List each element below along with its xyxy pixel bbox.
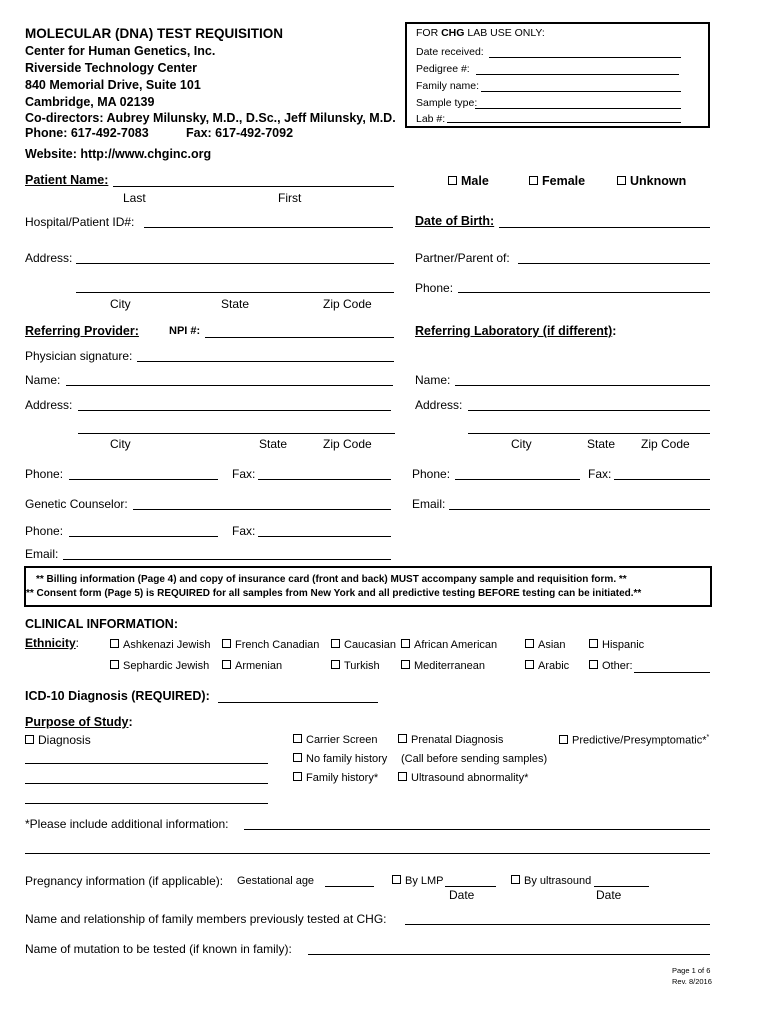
consent-notice: ** Consent form (Page 5) is REQUIRED for all samples from New York and all predictive testing BEFORE testing can be initiated.** — [26, 588, 642, 599]
diagnosis-line-2[interactable] — [25, 783, 268, 784]
patient-state-caption: State — [221, 297, 250, 311]
provider-name-field[interactable] — [66, 385, 393, 386]
lab-phone-field[interactable] — [455, 479, 580, 480]
partner-label: Partner/Parent of: — [415, 251, 510, 265]
counselor-phone-label: Phone: — [25, 524, 64, 538]
counselor-fax-label: Fax: — [232, 524, 256, 538]
lab-state-caption: State — [587, 437, 616, 451]
ethnicity-asian[interactable]: Asian — [525, 639, 566, 651]
counselor-email-label: Email: — [25, 547, 59, 561]
sex-female-option[interactable]: Female — [529, 174, 585, 188]
lab-email-field[interactable] — [449, 509, 710, 510]
ethnicity-mediterranean[interactable]: Mediterranean — [401, 660, 485, 672]
additional-info-field[interactable] — [244, 829, 710, 830]
provider-phone-label: Phone: — [25, 467, 64, 481]
genetic-counselor-label: Genetic Counselor: — [25, 497, 128, 511]
first-name-caption: First — [278, 191, 302, 205]
lab-name-label: Name: — [415, 373, 451, 387]
provider-name-label: Name: — [25, 373, 61, 387]
sex-unknown-option[interactable]: Unknown — [617, 174, 686, 188]
lab-use-title: FOR CHG LAB USE ONLY: — [416, 27, 545, 39]
lmp-date-field[interactable] — [445, 886, 496, 887]
ultrasound-date-caption: Date — [596, 888, 622, 902]
predictive-checkbox[interactable] — [559, 735, 568, 744]
partner-phone-field[interactable] — [458, 292, 710, 293]
org-address-1: Riverside Technology Center — [25, 61, 198, 75]
ethnicity-armenian[interactable]: Armenian — [222, 660, 282, 672]
lab-number-label: Lab #: — [416, 113, 446, 125]
patient-address-field[interactable] — [76, 263, 394, 264]
by-ultrasound-checkbox[interactable] — [511, 875, 520, 884]
ultrasound-abnormality-option[interactable]: Ultrasound abnormality* — [398, 772, 528, 784]
purpose-prenatal[interactable]: Prenatal Diagnosis — [398, 734, 503, 746]
ethnicity-sephardic[interactable]: Sephardic Jewish — [110, 660, 209, 672]
counselor-fax-field[interactable] — [258, 536, 391, 537]
purpose-predictive[interactable]: Predictive/Presymptomatic** — [559, 734, 709, 747]
co-directors: Co-directors: Aubrey Milunsky, M.D., D.Sc., Jeff Milunsky, M.D. — [25, 111, 396, 125]
org-address-3: Cambridge, MA 02139 — [25, 95, 155, 109]
turkish-checkbox[interactable] — [331, 660, 340, 669]
provider-address-label: Address: — [25, 398, 73, 412]
provider-fax-label: Fax: — [232, 467, 256, 481]
by-lmp-option[interactable]: By LMP — [392, 875, 444, 887]
hospital-id-field[interactable] — [144, 227, 393, 228]
billing-notice-box — [24, 566, 712, 607]
sex-male-option[interactable]: Male — [448, 174, 489, 188]
provider-zip-caption: Zip Code — [323, 437, 372, 451]
ethnicity-caucasian[interactable]: Caucasian — [331, 639, 396, 651]
female-checkbox[interactable] — [529, 176, 538, 185]
provider-address-field[interactable] — [78, 410, 391, 411]
other-checkbox[interactable] — [589, 660, 598, 669]
referring-lab-label: Referring Laboratory (if different): — [415, 324, 617, 338]
lab-family-name-field[interactable] — [481, 91, 681, 92]
ethnicity-african-american[interactable]: African American — [401, 639, 497, 651]
purpose-carrier-screen[interactable]: Carrier Screen — [293, 734, 378, 746]
patient-address-line2-field[interactable] — [76, 292, 394, 293]
lab-phone-label: Phone: — [412, 467, 451, 481]
diagnosis-checkbox[interactable] — [25, 735, 34, 744]
patient-address-label: Address: — [25, 251, 73, 265]
org-address-2: 840 Memorial Drive, Suite 101 — [25, 78, 201, 92]
lab-zip-caption: Zip Code — [641, 437, 690, 451]
patient-name-field[interactable] — [113, 186, 394, 187]
lab-fax-label: Fax: — [588, 467, 612, 481]
form-title: MOLECULAR (DNA) TEST REQUISITION — [25, 26, 283, 41]
lab-pedigree-label: Pedigree #: — [416, 63, 470, 75]
mutation-label: Name of mutation to be tested (if known in family): — [25, 942, 292, 956]
french-canadian-checkbox[interactable] — [222, 639, 231, 648]
no-family-history-option[interactable]: No family history — [293, 753, 387, 765]
lab-address-field[interactable] — [468, 410, 710, 411]
lab-address-line2-field[interactable] — [468, 433, 710, 434]
lab-date-received-label: Date received: — [416, 46, 484, 58]
counselor-phone-field[interactable] — [69, 536, 218, 537]
purpose-diagnosis[interactable]: Diagnosis — [25, 733, 91, 747]
last-name-caption: Last — [123, 191, 146, 205]
armenian-checkbox[interactable] — [222, 660, 231, 669]
asian-checkbox[interactable] — [525, 639, 534, 648]
partner-field[interactable] — [518, 263, 710, 264]
lab-address-label: Address: — [415, 398, 463, 412]
referring-provider-label: Referring Provider: — [25, 324, 139, 338]
patient-zip-caption: Zip Code — [323, 297, 372, 311]
ethnicity-label: Ethnicity: — [25, 636, 80, 650]
no-family-history-checkbox[interactable] — [293, 753, 302, 762]
ethnicity-arabic[interactable]: Arabic — [525, 660, 569, 672]
patient-name-label: Patient Name: — [25, 173, 109, 187]
diagnosis-line-1[interactable] — [25, 763, 268, 764]
lab-use-box — [405, 22, 710, 128]
revision: Rev. 8/2016 — [672, 977, 712, 986]
dob-label: Date of Birth: — [415, 214, 495, 228]
male-checkbox[interactable] — [448, 176, 457, 185]
caucasian-checkbox[interactable] — [331, 639, 340, 648]
arabic-checkbox[interactable] — [525, 660, 534, 669]
org-name: Center for Human Genetics, Inc. — [25, 44, 216, 58]
ashkenazi-checkbox[interactable] — [110, 639, 119, 648]
billing-notice: ** Billing information (Page 4) and copy of insurance card (front and back) MUST accompany sample and requisition form. ** — [36, 574, 627, 585]
additional-info-label: *Please include additional information: — [25, 817, 229, 831]
lab-sample-type-field[interactable] — [475, 108, 681, 109]
physician-signature-field[interactable] — [137, 361, 394, 362]
pregnancy-info-label: Pregnancy information (if applicable): — [25, 874, 224, 888]
diagnosis-line-3[interactable] — [25, 803, 268, 804]
carrier-screen-checkbox[interactable] — [293, 734, 302, 743]
icd10-label: ICD-10 Diagnosis (REQUIRED): — [25, 689, 210, 703]
ethnicity-french-canadian[interactable]: French Canadian — [222, 639, 319, 651]
page-number: Page 1 of 6 — [672, 966, 711, 975]
purpose-of-study-label: Purpose of Study: — [25, 715, 133, 729]
sephardic-checkbox[interactable] — [110, 660, 119, 669]
family-history-option[interactable]: Family history* — [293, 772, 378, 784]
by-lmp-checkbox[interactable] — [392, 875, 401, 884]
patient-city-caption: City — [110, 297, 131, 311]
org-fax: Fax: 617-492-7092 — [186, 126, 294, 140]
clinical-info-title: CLINICAL INFORMATION: — [25, 617, 178, 631]
family-history-checkbox[interactable] — [293, 772, 302, 781]
family-tested-field[interactable] — [405, 924, 710, 925]
family-tested-label: Name and relationship of family members previously tested at CHG: — [25, 912, 387, 926]
ethnicity-other[interactable]: Other: — [589, 660, 633, 672]
ultrasound-abnormality-checkbox[interactable] — [398, 772, 407, 781]
genetic-counselor-field[interactable] — [133, 509, 391, 510]
physician-signature-label: Physician signature: — [25, 349, 133, 363]
mediterranean-checkbox[interactable] — [401, 660, 410, 669]
npi-label: NPI #: — [169, 325, 201, 337]
npi-field[interactable] — [205, 337, 394, 338]
counselor-email-field[interactable] — [63, 559, 391, 560]
ethnicity-other-field[interactable] — [634, 672, 710, 673]
mutation-field[interactable] — [308, 954, 710, 955]
lab-name-field[interactable] — [455, 385, 710, 386]
lmp-date-caption: Date — [449, 888, 475, 902]
provider-state-caption: State — [259, 437, 288, 451]
provider-phone-field[interactable] — [69, 479, 218, 480]
org-phone: Phone: 617-492-7083 — [25, 126, 149, 140]
ultrasound-date-field[interactable] — [594, 886, 649, 887]
gestational-age-label: Gestational age — [237, 875, 315, 887]
dob-field[interactable] — [499, 227, 710, 228]
icd10-field[interactable] — [218, 702, 378, 703]
org-website: Website: http://www.chginc.org — [25, 147, 212, 161]
provider-city-caption: City — [110, 437, 131, 451]
prenatal-checkbox[interactable] — [398, 734, 407, 743]
lab-number-field[interactable] — [447, 122, 681, 123]
lab-fax-field[interactable] — [614, 479, 710, 480]
provider-address-line2-field[interactable] — [78, 433, 395, 434]
african-american-checkbox[interactable] — [401, 639, 410, 648]
gestational-age-field[interactable] — [325, 886, 374, 887]
lab-city-caption: City — [511, 437, 532, 451]
call-before-note: (Call before sending samples) — [401, 753, 548, 765]
ethnicity-hispanic[interactable]: Hispanic — [589, 639, 644, 651]
lab-date-received-field[interactable] — [489, 57, 681, 58]
hospital-id-label: Hospital/Patient ID#: — [25, 215, 135, 229]
lab-family-name-label: Family name: — [416, 80, 480, 92]
provider-fax-field[interactable] — [258, 479, 391, 480]
ethnicity-turkish[interactable]: Turkish — [331, 660, 380, 672]
partner-phone-label: Phone: — [415, 281, 454, 295]
by-ultrasound-option[interactable]: By ultrasound — [511, 875, 591, 887]
lab-pedigree-field[interactable] — [476, 74, 679, 75]
hispanic-checkbox[interactable] — [589, 639, 598, 648]
unknown-checkbox[interactable] — [617, 176, 626, 185]
lab-email-label: Email: — [412, 497, 446, 511]
ethnicity-ashkenazi[interactable]: Ashkenazi Jewish — [110, 639, 210, 651]
lab-sample-type-label: Sample type: — [416, 97, 478, 109]
additional-info-line-2[interactable] — [25, 853, 710, 854]
